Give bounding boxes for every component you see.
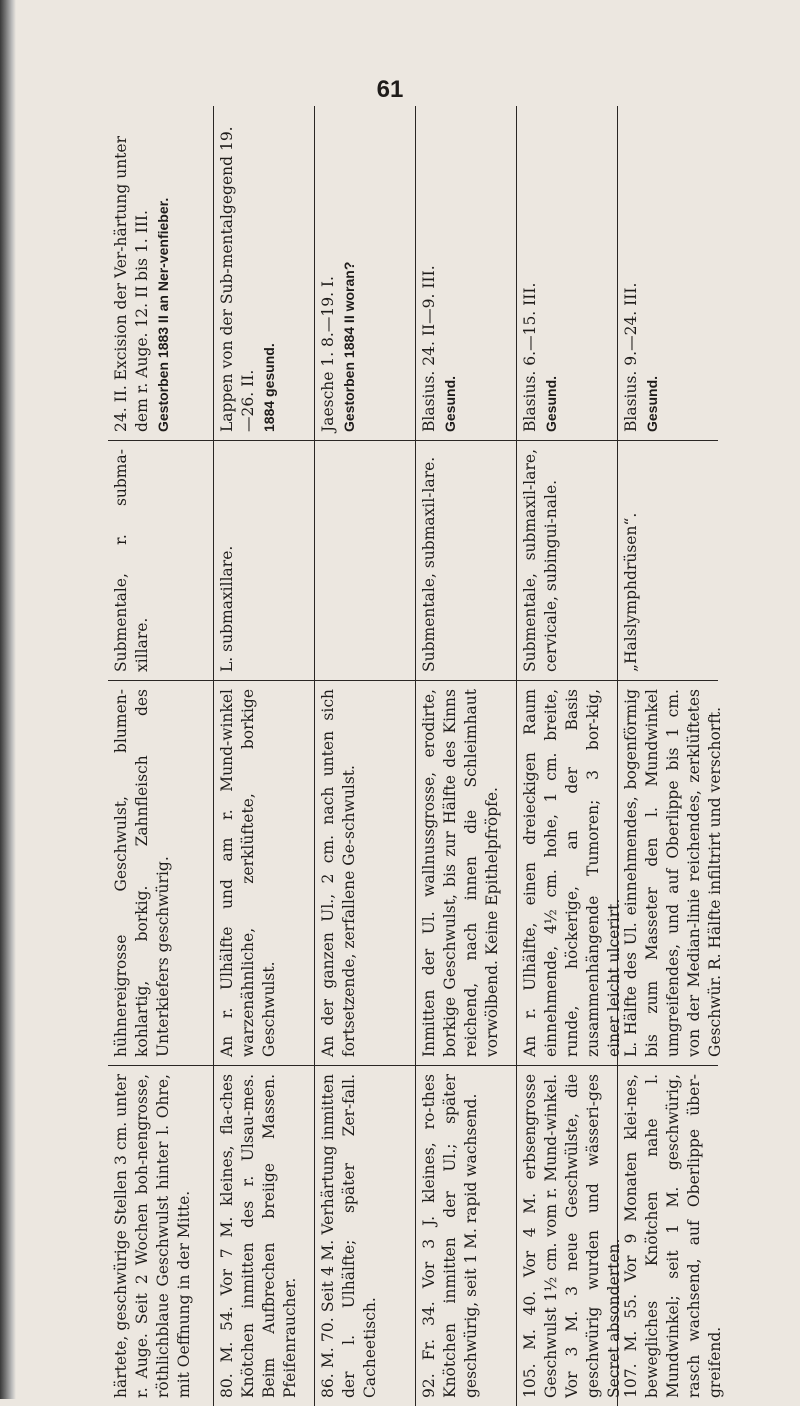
table-row xyxy=(213,106,314,1406)
case-table xyxy=(108,106,724,1406)
findings-cell: Inmitten der Ul. wallnussgrosse, erodirte, borkige Geschwulst, bis zur Hälfte des Kinns reichend, nach innen die Schleimhaut vorwölbend. Keine Epithelpfröpfe. xyxy=(416,681,516,1066)
outcome-note: Gesund. xyxy=(543,375,559,432)
history-cell: 105. M. 40. Vor 4 M. erbsengrosse Geschwulst 1½ cm. vom r. Mund-winkel. Vor 3 M. 3 neue Geschwülste, die geschwürig wurden und wässeri-ges Secret absonderten. xyxy=(521,1074,623,1398)
result-cell xyxy=(618,106,718,441)
page-number: 61 xyxy=(376,76,404,103)
findings-cell: L. Hälfte des Ul. einnehmendes, bogenförmig bis zum Masseter den l. Mundwinkel umgreifendes, und auf Oberlippe bis 1 cm. von der Median-linie reichendes, zerklüftetes Geschwür. R. Hälfte infiltrirt und verschorft. xyxy=(618,681,718,1066)
findings-cell: hühnereigrosse Geschwulst, blumen-kohlartig, borkig. Zahnfleisch des Unterkiefers geschwürig. xyxy=(108,681,213,1066)
result-cell xyxy=(214,106,314,441)
history-cell: härtete, geschwürige Stellen 3 cm. unter r. Auge. Seit 2 Wochen boh-nengrosse, röthlichblaue Geschwulst hinter l. Ohre, mit Oeffnung in der Mitte. xyxy=(112,1074,193,1398)
result-text: Blasius. 24. II—9. III. xyxy=(420,265,438,432)
outcome-note: 1884 gesund. xyxy=(261,343,277,432)
result-text: Lappen von der Sub-mentalgegend 19.—26. II. xyxy=(218,126,257,432)
table-row xyxy=(415,106,516,1406)
result-cell xyxy=(517,106,617,441)
result-text: Jaesche 1. 8.—19. I. xyxy=(319,276,337,432)
history-cell: 107. M. 55. Vor 9 Monaten klei-nes, bewegliches Knötchen nahe l. Mundwinkel; seit 1 M. geschwürig, rasch wachsend, auf Oberlippe über-greifend. xyxy=(622,1074,724,1398)
glands-cell: Submentale, submaxil-lare, cervicale, subingui-nale. xyxy=(517,441,617,681)
findings-cell: An r. Ulhälfte und am r. Mund-winkel warzenähnliche, zerklüftete, borkige Geschwulst. xyxy=(214,681,314,1066)
table-row xyxy=(617,106,724,1406)
history-cell: 92. Fr. 34. Vor 3 J. kleines, ro-thes Knötchen inmitten der Ul.; später geschwürig, seit 1 M. rapid wachsend. xyxy=(420,1074,480,1398)
findings-cell: An der ganzen Ul., 2 cm. nach unten sich fortsetzende, zerfallene Ge-schwulst. xyxy=(315,681,415,1066)
outcome-note: Gestorben 1883 II an Ner-venfieber. xyxy=(155,197,171,432)
table-row xyxy=(108,106,213,1406)
table-row xyxy=(516,106,623,1406)
history-cell: 86. M. 70. Seit 4 M. Verhärtung inmitten der l. Ulhälfte; später Zer-fall. Cacheetisch. xyxy=(319,1074,379,1398)
glands-cell: „Halslymphdrüsen“. xyxy=(618,441,718,681)
glands-cell: L. submaxillare. xyxy=(214,441,314,681)
result-text: Blasius. 9.—24. III. xyxy=(622,282,640,432)
result-text: Blasius. 6.—15. III. xyxy=(521,282,539,432)
result-cell xyxy=(315,106,415,441)
book-binding-edge xyxy=(0,0,16,1399)
glands-cell xyxy=(315,441,415,681)
glands-cell: Submentale, submaxil-lare. xyxy=(416,441,516,681)
outcome-note: Gesund. xyxy=(442,375,458,432)
result-cell xyxy=(108,106,213,441)
findings-cell: An r. Ulhälfte, einen dreieckigen Raum einnehmende, 4½ cm. hohe, 1 cm. breite, runde, höckerige, an der Basis zusammenhängende Tumoren; 3 bor-kig, einer leicht ulcerirt. xyxy=(517,681,617,1066)
outcome-note: Gestorben 1884 II woran? xyxy=(341,261,357,432)
result-text: 24. II. Excision der Ver-härtung unter dem r. Auge. 12. II bis 1. III. xyxy=(112,136,151,432)
history-cell: 80. M. 54. Vor 7 M. kleines, fla-ches Knötchen inmitten des r. Ulsau-mes. Beim Aufbrechen breiige Massen. Pfeifenraucher. xyxy=(218,1074,299,1398)
result-cell xyxy=(416,106,516,441)
table-row xyxy=(314,106,415,1406)
glands-cell: Submentale, r. subma-xillare. xyxy=(108,441,213,681)
outcome-note: Gesund. xyxy=(644,375,660,432)
